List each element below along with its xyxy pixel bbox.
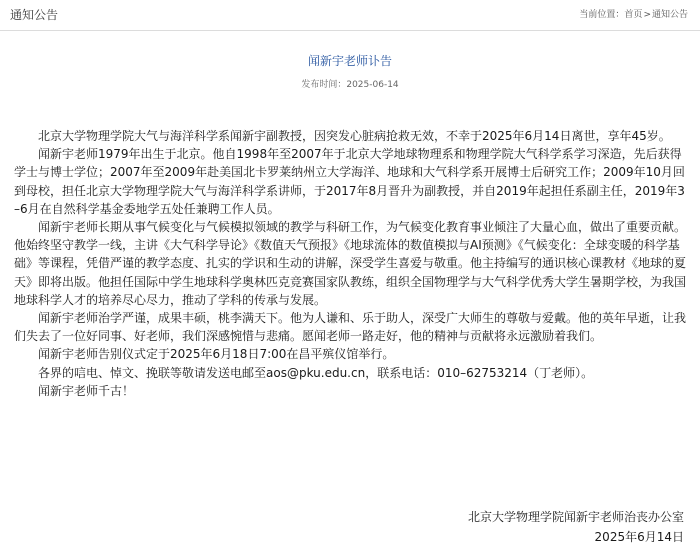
signoff xyxy=(468,507,684,547)
section-title: 通知公告 xyxy=(10,8,59,22)
publish-meta xyxy=(0,79,700,91)
article-title: 闻新宇老师讣告 xyxy=(307,54,392,68)
signoff-organization: 北京大学物理学院闻新宇老师治丧办公室 xyxy=(467,510,684,524)
publish-label: 发布时间： xyxy=(301,80,347,90)
publish-date: 2025-06-14 xyxy=(346,80,399,90)
breadcrumb xyxy=(579,9,688,21)
paragraph-farewell-ceremony: 闻新宇老师告别仪式定于2025年6月18日7:00在昌平殡仪馆举行。 xyxy=(38,347,395,362)
paragraph-closing: 闻新宇老师千古！ xyxy=(38,383,135,398)
breadcrumb-home-link[interactable]: 首页 xyxy=(624,10,643,20)
top-bar xyxy=(0,0,700,31)
signoff-date: 2025年6月14日 xyxy=(594,530,684,544)
breadcrumb-label: 当前位置： xyxy=(579,10,625,20)
article-body xyxy=(14,127,690,400)
paragraph-teaching: 闻新宇老师长期从事气候变化与气候模拟领域的教学与科研工作，为气候变化教育事业倾注了大量心血，做出了重要贡献。他始终坚守教学一线，主讲《大气科学导论》《数值天气预报》《地球流体的数值模拟与AI预测》《气候变化：全球变暖的科学基础》等课程，凭借严谨的教学态度、扎实的学识和生动的讲解，深受学生喜爱与敬重。他主持编写的通识核心课教材《地球的夏天》即将出版。他担任国际中学生地球科学奥林匹克竞赛国家队教练，组织全国物理学与大气科学优秀大学生暑期学校，为我国地球科学人才的培养尽心尽力，推动了学科的传承与发展。 xyxy=(14,220,687,307)
breadcrumb-separator: > xyxy=(643,10,651,20)
paragraph-tribute: 闻新宇老师治学严谨，成果丰硕，桃李满天下。他为人谦和、乐于助人，深受广大师生的尊敬与爱戴。他的英年早逝，让我们失去了一位好同事、好老师，我们深感惋惜与悲痛。愿闻老师一路走好，他的精神与贡献将永远激励着我们。 xyxy=(14,311,687,344)
breadcrumb-current[interactable]: 通知公告 xyxy=(651,10,688,20)
paragraph-biography: 闻新宇老师1979年出生于北京。他自1998年至2007年于北京大学地球物理系和物理学院大气科学系学习深造，先后获得学士与博士学位；2007年至2009年赴美国北卡罗莱纳州立大学海洋、地球和大气科学系开展博士后研究工作；2009年10月回到母校，担任北京大学物理学院大气与海洋科学系讲师，于2017年8月晋升为副教授，并自2019年起担任系副主任，2019年3–6月在自然科学基金委地学五处任兼聘工作人员。 xyxy=(14,147,685,216)
paragraph-contact: 各界的唁电、悼文、挽联等敬请发送电邮至aos@pku.edu.cn，联系电话：010–62753214（丁老师）。 xyxy=(38,365,594,380)
paragraph-announcement: 北京大学物理学院大气与海洋科学系闻新宇副教授，因突发心脏病抢救无效，不幸于2025年6月14日离世，享年45岁。 xyxy=(38,129,671,143)
